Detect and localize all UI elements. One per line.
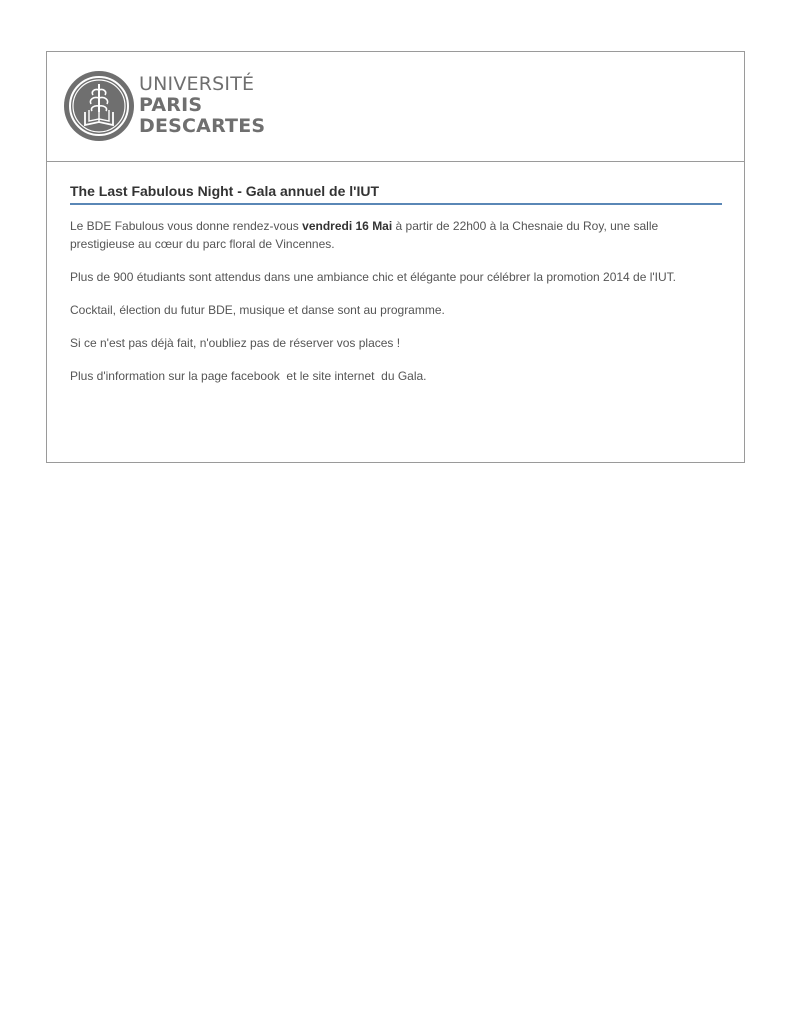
logo-line-universite: UNIVERSITÉ (139, 73, 255, 95)
article-content (70, 182, 722, 400)
paragraph-more-info (70, 367, 722, 385)
paragraph-rendezvous (70, 217, 722, 253)
paragraph-rendezvous-end: à partir de 22h00 à la Chesnaie du Roy, une salle prestigieuse au cœur du parc floral de Vincennes. (70, 219, 659, 251)
website-link[interactable]: site internet (312, 369, 375, 383)
logo-line-paris: PARIS (139, 94, 203, 116)
logo-line-descartes: DESCARTES (139, 115, 266, 137)
university-seal-logo (63, 70, 135, 142)
article-title: The Last Fabulous Night - Gala annuel de l'IUT (70, 182, 722, 205)
more-info-start: Plus d'information sur la page (70, 369, 232, 383)
event-date: vendredi 16 Mai (302, 219, 393, 233)
university-wordmark (139, 74, 265, 137)
email-header (47, 52, 744, 162)
more-info-end: du Gala. (374, 369, 427, 383)
paragraph-reservation: Si ce n'est pas déjà fait, n'oubliez pas de réserver vos places ! (70, 336, 401, 350)
email-frame (46, 51, 745, 463)
paragraph-rendezvous-start: Le BDE Fabulous vous donne rendez-vous (70, 219, 303, 233)
more-info-middle: et le (279, 369, 313, 383)
paragraph-attendance: Plus de 900 étudiants sont attendus dans une ambiance chic et élégante pour célébrer la promotion 2014 de l'IUT. (70, 270, 677, 284)
paragraph-program: Cocktail, élection du futur BDE, musique et danse sont au programme. (70, 303, 445, 317)
facebook-link[interactable]: facebook (231, 369, 280, 383)
